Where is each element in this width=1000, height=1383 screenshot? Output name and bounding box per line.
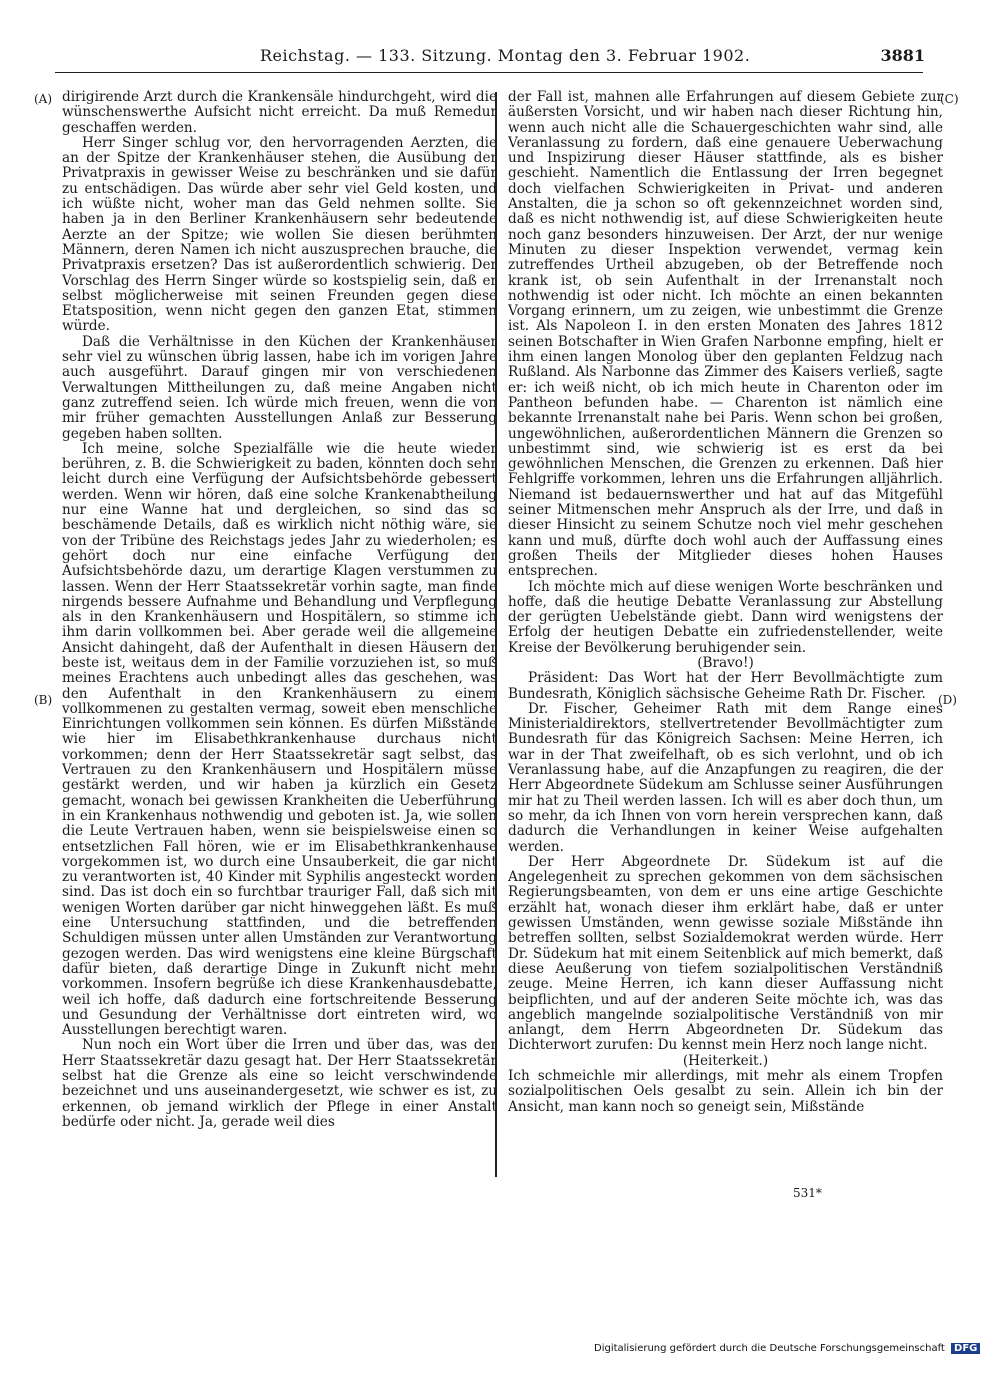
column-divider [495, 92, 497, 1177]
margin-marker-b: (B) [34, 693, 53, 707]
page-number: 3881 [880, 46, 925, 65]
footer [594, 1343, 980, 1354]
paragraph: Ich schmeichle mir allerdings, mit mehr als einem Tropfen sozialpolitischen Oels gesalbt zu sein. Allein ich bin der Ansicht, man kann noch so geneigt sein, Mißstände [508, 1068, 943, 1115]
paragraph: Daß die Verhältnisse in den Küchen der Krankenhäuser sehr viel zu wünschen übrig lassen, habe ich im vorigen Jahre auch ausgeführt. Darauf gingen mir von verschiedenen Verwaltungen Mittheilungen zu, daß meine Angaben nicht ganz zutreffend seien. Ich würde mich freuen, wenn die von mir früher gemachten Ausstellungen Anlaß zur Besserung gegeben haben sollten. [62, 333, 497, 442]
left-column [62, 90, 497, 1130]
paragraph: Herr Singer schlug vor, den hervorragenden Aerzten, die an der Spitze der Krankenhäuser stehen, die Ausübung der Privatpraxis in gewisser Weise zu beschränken und sie dafür zu entschädigen. Das würde aber sehr viel Geld kosten, und ich wüßte nicht, woher man das Geld nehmen sollte. Sie haben ja in den Berliner Krankenhäusern sehr bedeutende Aerzte an der Spitze; wie wollen Sie diesen berühmten Männern, deren Namen ich nicht auszusprechen brauche, die Privatpraxis ersetzen? Das ist außerordentlich schwierig. Der Vorschlag des Herrn Singer würde so kostspielig sein, daß er selbst möglicherweise mit seinen Freunden gegen diese Etatsposition, wenn nicht gegen den ganzen Etat, stimmen würde. [62, 134, 497, 335]
margin-marker-d: (D) [938, 693, 957, 707]
footer-text: Digitalisierung gefördert durch die Deutsche Forschungsgemeinschaft [594, 1343, 945, 1354]
dfg-logo: DFG [951, 1343, 980, 1354]
paragraph: Ich meine, solche Spezialfälle wie die heute wieder berühren, z. B. die Schwierigkeit zu baden, könnten doch sehr leicht durch eine Verfügung der Aufsichtsbehörde gebessert werden. Wenn wir hören, daß eine solche Krankenabtheilung nur eine Wanne hat und dergleichen, so sind das so beschämende Details, daß es wirklich nicht nöthig wäre, sie von der Tribüne des Reichstags jedes Jahr zu wiederholen; es gehört doch nur eine einfache Verfügung der Aufsichtsbehörde dazu, um derartige Klagen verstummen zu lassen. Wenn der Herr Staatssekretär vorhin sagte, man finde nirgends bessere Aufnahme und Behandlung und Verpflegung als in den Krankenhäusern und Hospitälern, so stimme ich ihm darin vollkommen bei. Aber gerade weil die allgemeine Ansicht dahingeht, daß der Aufenthalt in diesen Häusern der beste ist, weitaus dem in der Familie vorzuziehen ist, so muß meines Erachtens auch unbedingt alles das geschehen, was den Aufenthalt in den Krankenhäusern zu einem vollkommenen zu gestalten vermag, soweit eben menschliche Einrichtungen vollkommen sein können. Es dürfen Mißstände wie hier im Elisabethkrankenhause durchaus nicht vorkommen; denn der Herr Staatssekretär sagt selbst, das Vertrauen zu den Krankenhäusern und Hospitälern müsse gestärkt werden, und wir haben ja kürzlich ein Gesetz gemacht, wonach bei gewissen Krankheiten die Ueberführung in ein Krankenhaus nothwendig und geboten ist. Ja, wie sollen die Leute Vertrauen haben, wenn sie beispielsweise einen so entsetzlichen Fall hören, wie er im Elisabethkrankenhause vorgekommen ist, wo durch eine Unsauberkeit, die gar nicht zu verantworten ist, 40 Kinder mit Syphilis angesteckt worden sind. Das ist doch ein so furchtbar trauriger Fall, daß sich mit wenigen Worten darüber gar nicht hinweggehen läßt. Es muß eine Untersuchung stattfinden, und die betreffenden Schuldigen müssen unter allen Umständen zur Verantwortung gezogen werden. Das wird wenigstens eine kleine Bürgschaft dafür bieten, daß derartige Dinge in Zukunft nicht mehr vorkommen. Insofern begrüße ich diese Krankenhausdebatte, weil ich hoffe, daß dadurch eine fortschreitende Besserung und Gesundung der Verhältnisse dort eintreten wird, wo Ausstellungen berechtigt waren. [62, 440, 497, 1039]
header-rule [55, 72, 923, 73]
margin-marker-c: (C) [940, 92, 959, 106]
right-column [508, 90, 943, 1115]
paragraph: Der Herr Abgeordnete Dr. Südekum ist auf die Angelegenheit zu sprechen gekommen von dem sächsischen Regierungsbeamten, von dem er uns eine artige Geschichte erzählt hat, wonach dieser ihm erklärt habe, daß er unter gewissen Umständen, wenn gewisse soziale Mißstände ihn betreffen sollten, selbst Sozialdemokrat werden würde. Herr Dr. Südekum hat mit einem Seitenblick auf mich bemerkt, daß diese Aeußerung von tiefem sozialpolitischen Verständniß zeuge. Meine Herren, ich kann dieser Auffassung nicht beipflichten, und auf der anderen Seite möchte ich, was das angeblich mangelnde sozialpolitische Verständniß von mir anlangt, dem Herrn Abgeordneten Dr. Südekum das Dichterwort zurufen: Du kennst mein Herz noch lange nicht. [508, 853, 943, 1054]
margin-marker-a: (A) [34, 92, 53, 106]
paragraph: dirigirende Arzt durch die Krankensäle hindurchgeht, wird die wünschenswerthe Aufsicht nicht erreicht. Da muß Remedur geschaffen werden. [62, 89, 497, 136]
page-header [55, 44, 925, 70]
paragraph: Nun noch ein Wort über die Irren und über das, was der Herr Staatssekretär dazu gesagt hat. Der Herr Staatssekretär selbst hat die Grenze als eine so leicht verschwindende bezeichnet und uns auseinandergesetzt, wie schwer es ist, zu erkennen, ob jemand wirklich der Pflege in einer Anstalt bedürfe oder nicht. Ja, gerade weil dies [62, 1037, 497, 1130]
paragraph: Dr. Fischer, Geheimer Rath mit dem Range eines Ministerialdirektors, stellvertretender Bevollmächtigter zum Bundesrath für das Königreich Sachsen: Meine Herren, ich war in der That zweifelhaft, ob es sich verlohnt, und ob ich Veranlassung habe, auf die Anzapfungen zu reagiren, die der Herr Abgeordnete Südekum am Schlusse seiner Ausführungen mir hat zu Theil werden lassen. Ich will es aber doch thun, um so mehr, da ich Ihnen von vorn herein versprechen kann, daß dadurch die Verhandlungen in keiner Weise aufgehalten werden. [508, 700, 943, 855]
paragraph: Ich möchte mich auf diese wenigen Worte beschränken und hoffe, daß die heutige Debatte Veranlassung zur Abstellung der gerügten Uebelstände giebt. Dann wird wenigstens der Erfolg der heutigen Debatte ein zufriedenstellender, weite Kreise der Bevölkerung beruhigender sein. [508, 578, 943, 656]
paragraph: Präsident: Das Wort hat der Herr Bevollmächtigte zum Bundesrath, Königlich sächsische Geheime Rath Dr. Fischer. [508, 670, 943, 702]
paragraph: (Bravo!) [697, 654, 754, 671]
paragraph: (Heiterkeit.) [682, 1052, 769, 1069]
running-title: Reichstag. — 133. Sitzung. Montag den 3. Februar 1902. [260, 46, 751, 65]
paragraph: der Fall ist, mahnen alle Erfahrungen auf diesem Gebiete zur äußersten Vorsicht, und wir haben nach dieser Richtung hin, wenn auch nicht alle die Schauergeschichten wahr sind, alle Veranlassung zu fordern, daß eine genauere Ueberwachung und Inspizirung dieser Häuser stattfinde, als es bisher geschieht. Namentlich die Entlassung der Irren begegnet doch vielfachen Schwierigkeiten in Privat- und anderen Anstalten, die ja schon so oft gekennzeichnet worden sind, daß es nicht nothwendig ist, auf diese Schwierigkeiten heute noch ganz besonders hinzuweisen. Der Arzt, der nur wenige Minuten zu dieser Inspektion verwendet, vermag kein zutreffendes Urtheil abzugeben, ob der Betreffende noch krank ist, ob sein Aufenthalt in der Irrenanstalt noch nothwendig ist oder nicht. Ich möchte an einen bekannten Vorgang erinnern, um zu zeigen, wie unbestimmt die Grenze ist. Als Napoleon I. in den ersten Monaten des Jahres 1812 seinen Botschafter in Wien Grafen Narbonne empfing, hielt er ihm einen langen Monolog über den geplanten Feldzug nach Rußland. Als Narbonne das Zimmer des Kaisers verließ, sagte er: ich weiß nicht, ob ich mich heute in Charenton oder im Pantheon befunden habe. — Charenton ist nämlich eine bekannte Irrenanstalt nahe bei Paris. Wenn schon bei großen, ungewöhnlichen, außerordentlichen Männern die Grenzen so unbestimmt sind, wie schwierig ist es erst da bei gewöhnlichen Menschen, die Grenzen zu erkennen. Daß hier Fehlgriffe vorkommen, lehren uns die Erfahrungen alljährlich. Niemand ist bedauernswerther und hat auf das Mitgefühl seiner Mitmenschen mehr Anspruch als der Irre, und daß in dieser Hinsicht zu seinem Schutze noch viel mehr geschehen kann und muß, dürfte doch wohl auch der Auffassung eines großen Theils der Mitglieder dieses hohen Hauses entsprechen. [508, 89, 943, 580]
signature-mark: 531* [793, 1186, 822, 1200]
